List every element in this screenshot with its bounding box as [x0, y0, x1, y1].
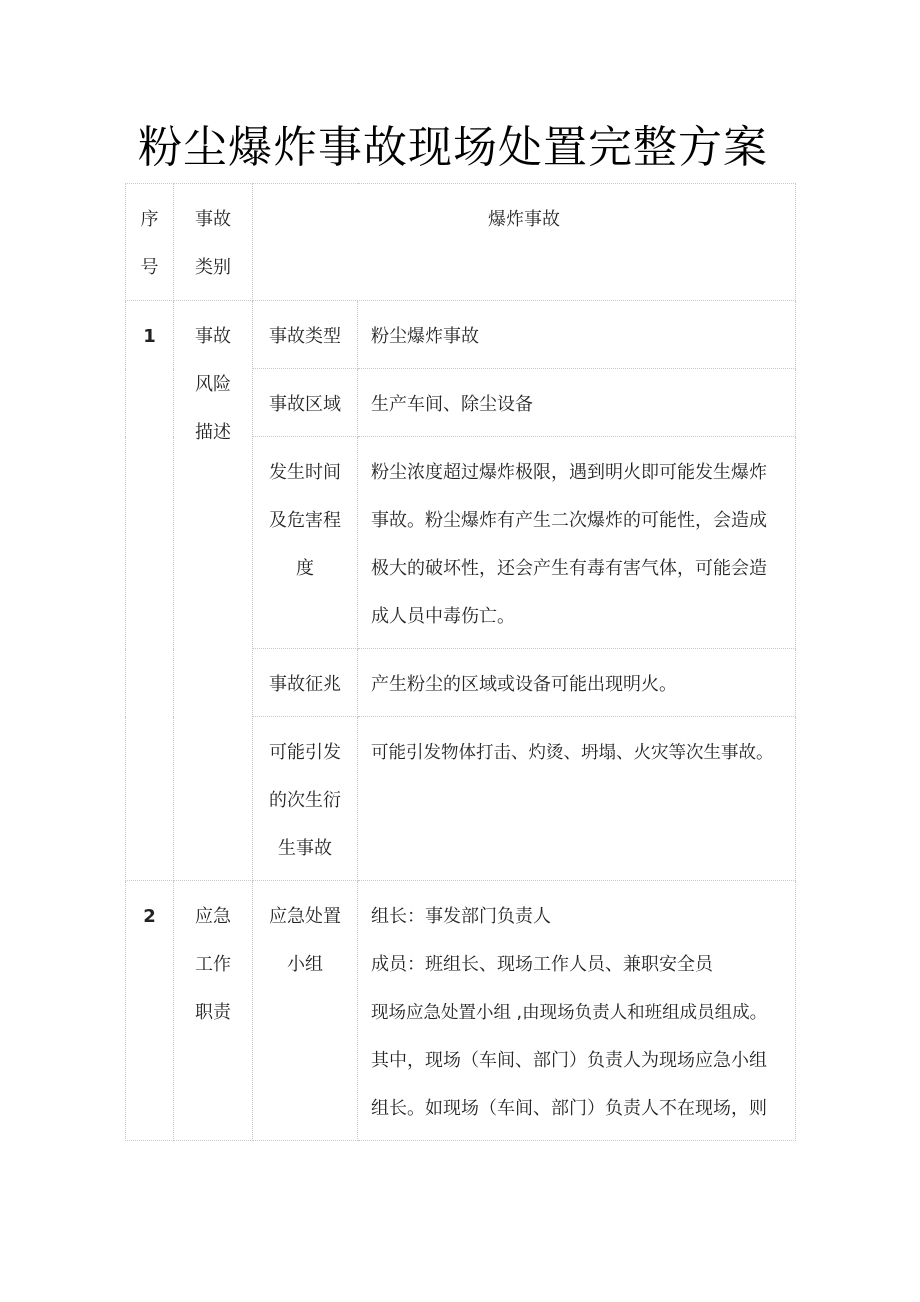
row-label: 事故区域 [253, 369, 358, 437]
header-category-line: 类别 [195, 257, 231, 278]
header-seq-cell [126, 184, 174, 301]
section-category [174, 301, 253, 881]
row-label: 事故类型 [253, 301, 358, 369]
label-line: 生事故 [278, 838, 332, 859]
section-category [174, 881, 253, 1141]
label-line: 度 [296, 558, 314, 579]
content-line: 极大的破坏性，还会产生有毒有害气体，可能会造 [371, 558, 767, 579]
content-line: 事故。粉尘爆炸有产生二次爆炸的可能性，会造成 [371, 510, 767, 531]
label-line: 可能引发 [269, 742, 341, 763]
content-line: 粉尘浓度超过爆炸极限，遇到明火即可能发生爆炸 [371, 462, 767, 483]
content-line: 现场应急处置小组 ,由现场负责人和班组成员组成。 [371, 1003, 768, 1023]
row-label [253, 881, 358, 1141]
header-row [126, 184, 796, 301]
row-content: 产生粉尘的区域或设备可能出现明火。 [358, 649, 796, 717]
label-line: 发生时间 [269, 462, 341, 483]
category-line: 描述 [195, 422, 231, 443]
header-category-cell [174, 184, 253, 301]
label-line: 及危害程 [269, 510, 341, 531]
header-seq-line: 序 [140, 209, 159, 230]
label-line: 应急处置 [269, 906, 341, 927]
content-line: 组长：事发部门负责人 [371, 906, 551, 927]
row-label: 事故征兆 [253, 649, 358, 717]
header-main-cell: 爆炸事故 [253, 184, 796, 301]
section-number: 1 [126, 301, 174, 881]
row-content [358, 881, 796, 1141]
row-content: 可能引发物体打击、灼烫、坍塌、火灾等次生事故。 [358, 717, 796, 881]
category-line: 职责 [195, 1002, 231, 1023]
table-row [126, 881, 796, 1141]
emergency-plan-table [125, 183, 796, 1141]
label-line: 小组 [287, 954, 323, 975]
header-seq-line: 号 [140, 257, 159, 278]
row-label [253, 717, 358, 881]
row-label [253, 437, 358, 649]
category-line: 工作 [195, 954, 231, 975]
content-line: 成人员中毒伤亡。 [371, 606, 515, 627]
row-content [358, 437, 796, 649]
row-content: 生产车间、除尘设备 [358, 369, 796, 437]
category-line: 应急 [195, 906, 231, 927]
section-number: 2 [126, 881, 174, 1141]
document-title: 粉尘爆炸事故现场处置完整方案 [138, 122, 768, 173]
category-line: 事故 [195, 326, 231, 347]
row-content: 粉尘爆炸事故 [358, 301, 796, 369]
content-line: 其中，现场（车间、部门）负责人为现场应急小组 [371, 1050, 767, 1071]
content-line: 组长。如现场（车间、部门）负责人不在现场，则 [371, 1098, 767, 1119]
header-category-line: 事故 [195, 209, 231, 230]
content-line: 成员：班组长、现场工作人员、兼职安全员 [371, 954, 713, 975]
category-line: 风险 [195, 374, 231, 395]
table-row [126, 301, 796, 369]
label-line: 的次生衍 [269, 790, 341, 811]
